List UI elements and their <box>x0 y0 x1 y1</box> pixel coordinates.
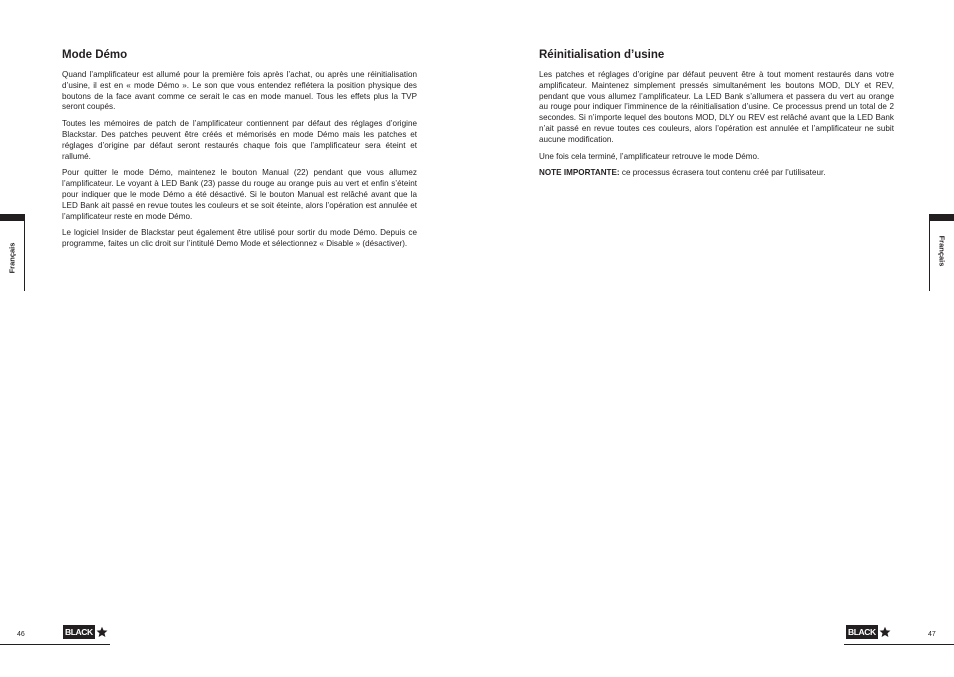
note-text: ce processus écrasera tout contenu créé par l’utilisateur. <box>619 168 826 178</box>
paragraph: Le logiciel Insider de Blackstar peut également être utilisé pour sortir du mode Démo. Depuis ce programme, faites un clic droit sur l’intitulé Demo Mode et sélectionnez « Disable » (désactiver). <box>62 228 417 249</box>
section-title-demo-mode: Mode Démo <box>62 49 128 61</box>
logo-wordmark: BLACK <box>65 627 93 637</box>
section-title-factory-reset: Réinitialisation d’usine <box>539 49 665 61</box>
footer-rule-right <box>844 644 954 645</box>
footer-rule-left <box>0 644 110 645</box>
paragraph: Toutes les mémoires de patch de l’amplificateur contiennent par défaut des réglages d’origine Blackstar. Des patches peuvent être créés et mémorisés en mode Démo mais les patches et réglages d’origine par défaut seront restaurés chaque fois que l’amplificateur sera éteint et rallumé. <box>62 119 417 161</box>
language-tab-right <box>929 214 954 291</box>
page-number-right: 47 <box>928 631 936 638</box>
note-label: NOTE IMPORTANTE: <box>539 168 620 178</box>
paragraph: Pour quitter le mode Démo, maintenez le bouton Manual (22) pendant que vous allumez l’amplificateur. Le voyant à LED Bank (23) passe du rouge au orange puis au vert et enfin s’éteint pour indiquer que le mode Démo a été désactivé. Si le bouton Manual est relâché avant que la LED Bank ait passé en revue toutes les couleurs et se soit éteinte, alors l’opération est annulée et l’amplificateur reste en mode Démo. <box>62 168 417 221</box>
blackstar-logo-left <box>63 625 109 639</box>
left-page-content <box>62 48 417 256</box>
paragraph: Les patches et réglages d’origine par défaut peuvent être à tout moment restaurés dans votre amplificateur. Maintenez simplement pressés simultanément les boutons MOD, DLY et REV, pendant que vous allumez l’amplificateur. La LED Bank s’allumera et passera du vert au orange au rouge pour indiquer l’imminence de la réinitialisation d’usine. Ce processus prend un total de 2 secondes. Si n’importe lequel des boutons MOD, DLY ou REV est relâché avant que la LED Bank n’ait passé en revue toutes ces couleurs, alors l’opération est annulée et l’amplificateur ne subit aucune modification. <box>539 70 894 144</box>
page-number-left: 46 <box>17 631 25 638</box>
right-page-content <box>539 48 894 185</box>
language-tab-left <box>0 214 25 291</box>
star-icon <box>878 625 892 639</box>
language-label: Français <box>937 235 947 267</box>
paragraph: Quand l’amplificateur est allumé pour la première fois après l’achat, ou après une réinitialisation d’usine, il est en « mode Démo ». Le son que vous entendez reflétera la position physique des boutons de la face avant comme ce serait le cas en mode manuel. Tous les effets plus la TVP seront coupés. <box>62 70 417 112</box>
logo-wordmark: BLACK <box>848 627 876 637</box>
star-icon <box>95 625 109 639</box>
language-label: Français <box>7 242 17 274</box>
blackstar-logo-right <box>846 625 892 639</box>
important-note <box>539 168 894 179</box>
paragraph: Une fois cela terminé, l’amplificateur retrouve le mode Démo. <box>539 151 760 161</box>
